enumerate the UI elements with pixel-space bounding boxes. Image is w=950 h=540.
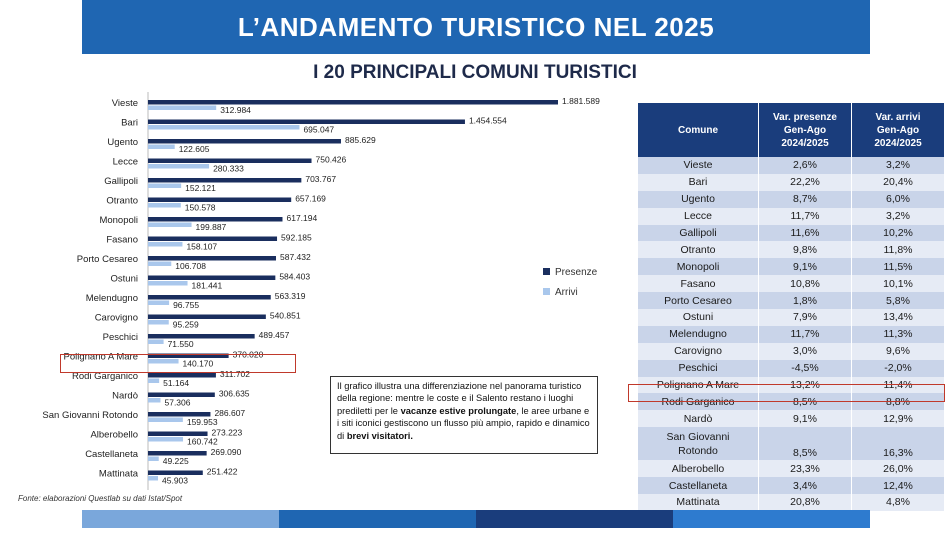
category-label: Fasano xyxy=(106,234,138,246)
value-label-presenze: 311.702 xyxy=(219,369,251,379)
category-label: Alberobello xyxy=(90,429,138,441)
table-row xyxy=(638,326,945,343)
cell-var-presenze: 9,1% xyxy=(759,410,852,427)
category-label: Polignano A Mare xyxy=(63,351,138,363)
cell-comune: Porto Cesareo xyxy=(638,292,759,309)
cell-comune: Ugento xyxy=(638,191,759,208)
cell-var-arrivi: 12,4% xyxy=(852,477,945,494)
value-label-presenze: 269.090 xyxy=(210,447,242,457)
cell-var-presenze: 9,8% xyxy=(759,241,852,258)
cell-var-arrivi: 12,9% xyxy=(852,410,945,427)
table-row xyxy=(638,275,945,292)
category-label: Porto Cesareo xyxy=(76,254,138,265)
footer-segment xyxy=(279,510,476,528)
cell-var-arrivi: 11,4% xyxy=(852,377,945,394)
cell-var-arrivi: 20,4% xyxy=(852,174,945,191)
footer-bar xyxy=(82,510,870,528)
cell-var-arrivi: 3,2% xyxy=(852,157,945,174)
bar-arrivi xyxy=(148,379,159,384)
category-label: Castellaneta xyxy=(85,449,138,460)
bar-presenze xyxy=(148,471,203,476)
table-row xyxy=(638,360,945,377)
cell-var-presenze: 2,6% xyxy=(759,157,852,174)
table-row xyxy=(638,343,945,360)
cell-var-arrivi: 9,6% xyxy=(852,343,945,360)
category-label: Gallipoli xyxy=(104,176,138,187)
footer-segment xyxy=(82,510,279,528)
variation-table xyxy=(638,103,945,511)
cell-var-presenze: 7,9% xyxy=(759,309,852,326)
bar-arrivi xyxy=(148,476,158,481)
table-row xyxy=(638,174,945,191)
cell-comune: Otranto xyxy=(638,241,759,258)
bar-presenze xyxy=(148,315,266,320)
footer-segment xyxy=(673,510,870,528)
bar-arrivi xyxy=(148,145,175,150)
table-row xyxy=(638,208,945,225)
cell-var-presenze: 20,8% xyxy=(759,494,852,511)
value-label-arrivi: 95.259 xyxy=(172,319,199,330)
table-header-row xyxy=(638,103,945,157)
category-label: Otranto xyxy=(106,195,138,207)
bar-arrivi xyxy=(148,184,181,189)
value-label-arrivi: 106.708 xyxy=(175,261,206,271)
cell-var-presenze: 11,7% xyxy=(759,326,852,343)
bar-presenze xyxy=(148,198,291,203)
table-row xyxy=(638,427,945,460)
category-label: Ugento xyxy=(107,137,138,148)
cell-var-arrivi: 11,5% xyxy=(852,258,945,275)
cell-var-arrivi: 11,8% xyxy=(852,241,945,258)
value-label-arrivi: 96.755 xyxy=(173,300,200,310)
cell-comune: San Giovanni Rotondo xyxy=(638,427,759,460)
cell-comune: Fasano xyxy=(638,275,759,292)
bar-arrivi xyxy=(148,320,169,325)
legend-label-arrivi: Arrivi xyxy=(555,287,578,298)
value-label-arrivi: 199.887 xyxy=(195,222,227,232)
value-label-presenze: 885.629 xyxy=(344,135,376,145)
bar-presenze xyxy=(148,120,465,125)
bar-arrivi xyxy=(148,398,160,403)
category-label: Ostuni xyxy=(110,273,138,285)
bar-presenze xyxy=(148,237,277,242)
category-label: Rodi Garganico xyxy=(71,371,138,382)
category-label: Melendugno xyxy=(85,293,138,304)
header-comune: Comune xyxy=(638,103,759,157)
cell-var-presenze: 3,0% xyxy=(759,343,852,360)
note-text-1: Il grafico illustra una differenziazione nel panorama turistico della regione: mentre le coste e il Salento restano i luoghi prediletti per le xyxy=(337,381,582,416)
cell-var-arrivi: 5,8% xyxy=(852,292,945,309)
bar-arrivi xyxy=(148,203,181,208)
table-row xyxy=(638,309,945,326)
cell-var-arrivi: 6,0% xyxy=(852,191,945,208)
value-label-arrivi: 51.164 xyxy=(163,378,190,388)
cell-comune: Peschici xyxy=(638,360,759,377)
source-note: Fonte: elaborazioni Questlab su dati Istat/Spot xyxy=(18,494,183,503)
value-label-arrivi: 181.441 xyxy=(191,280,223,291)
bar-presenze xyxy=(148,276,275,281)
cell-comune: Monopoli xyxy=(638,258,759,275)
category-label: Vieste xyxy=(111,98,138,109)
footer-segment xyxy=(476,510,673,528)
bar-arrivi xyxy=(148,281,188,286)
table-highlight-box xyxy=(628,384,945,402)
bar-arrivi xyxy=(148,457,159,462)
cell-comune: Bari xyxy=(638,174,759,191)
value-label-arrivi: 160.742 xyxy=(187,436,218,447)
value-label-presenze: 1.454.554 xyxy=(468,115,507,126)
cell-comune: Vieste xyxy=(638,157,759,174)
cell-var-presenze: 11,7% xyxy=(759,208,852,225)
cell-var-presenze: 8,7% xyxy=(759,191,852,208)
cell-var-presenze: 9,1% xyxy=(759,258,852,275)
cell-var-arrivi: 13,4% xyxy=(852,309,945,326)
bar-presenze xyxy=(148,178,301,183)
cell-var-presenze: 11,6% xyxy=(759,225,852,242)
value-label-arrivi: 280.333 xyxy=(213,163,244,174)
note-text-2: , le aree urbane e i siti iconici gestiscono un flusso più ampio, rapido e dinamico di xyxy=(337,405,590,441)
bar-presenze xyxy=(148,373,216,378)
table-row xyxy=(638,258,945,275)
value-label-presenze: 592.185 xyxy=(281,232,312,243)
cell-var-presenze: -4,5% xyxy=(759,360,852,377)
bar-presenze xyxy=(148,334,255,339)
bar-presenze xyxy=(148,217,282,222)
table-row xyxy=(638,225,945,242)
value-label-presenze: 273.223 xyxy=(211,427,243,438)
bar-arrivi xyxy=(148,340,164,345)
cell-var-presenze: 8,5% xyxy=(759,427,852,460)
table-row xyxy=(638,157,945,174)
cell-var-arrivi: 8,8% xyxy=(852,393,945,410)
category-label: Lecce xyxy=(112,156,138,168)
bar-arrivi xyxy=(148,125,299,130)
cell-var-arrivi: 4,8% xyxy=(852,494,945,511)
cell-var-presenze: 22,2% xyxy=(759,174,852,191)
category-label: Mattinata xyxy=(98,468,138,480)
value-label-presenze: 540.851 xyxy=(269,310,301,321)
banner-title: L’ANDAMENTO TURISTICO NEL 2025 xyxy=(237,11,715,42)
category-label: Carovigno xyxy=(94,312,138,324)
value-label-arrivi: 150.578 xyxy=(184,202,216,213)
cell-var-presenze: 10,8% xyxy=(759,275,852,292)
bar-arrivi xyxy=(148,418,183,423)
bar-presenze xyxy=(148,393,215,398)
cell-comune: Castellaneta xyxy=(638,477,759,494)
bar-presenze xyxy=(148,432,208,437)
bar-presenze xyxy=(148,451,207,456)
bar-presenze xyxy=(148,295,271,300)
table-row xyxy=(638,410,945,427)
cell-comune: Alberobello xyxy=(638,460,759,477)
table-row xyxy=(638,292,945,309)
value-label-arrivi: 140.170 xyxy=(182,358,214,369)
value-label-presenze: 306.635 xyxy=(218,388,250,399)
bar-arrivi xyxy=(148,301,169,306)
bar-arrivi xyxy=(148,106,216,111)
value-label-arrivi: 158.107 xyxy=(186,241,218,252)
value-label-presenze: 370.020 xyxy=(232,349,264,360)
category-label: Monopoli xyxy=(99,215,138,226)
cell-var-arrivi: 26,0% xyxy=(852,460,945,477)
cell-var-arrivi: 16,3% xyxy=(852,427,945,460)
cell-var-presenze: 23,3% xyxy=(759,460,852,477)
table-row xyxy=(638,477,945,494)
value-label-arrivi: 312.984 xyxy=(220,105,251,115)
bar-arrivi xyxy=(148,242,182,247)
value-label-arrivi: 45.903 xyxy=(162,475,189,486)
note-box xyxy=(330,376,598,454)
bar-arrivi xyxy=(148,262,171,267)
cell-comune: Melendugno xyxy=(638,326,759,343)
bar-presenze xyxy=(148,100,558,105)
cell-var-arrivi: 10,2% xyxy=(852,225,945,242)
cell-comune: Mattinata xyxy=(638,494,759,511)
bar-arrivi xyxy=(148,223,192,228)
legend-swatch-arrivi xyxy=(543,288,550,295)
bar-presenze xyxy=(148,139,341,144)
value-label-presenze: 657.169 xyxy=(295,193,326,204)
cell-comune: Carovigno xyxy=(638,343,759,360)
bar-arrivi xyxy=(148,164,209,169)
value-label-presenze: 584.403 xyxy=(279,271,311,282)
category-label: Nardò xyxy=(112,390,138,402)
value-label-presenze: 750.426 xyxy=(315,154,347,165)
cell-var-presenze: 1,8% xyxy=(759,292,852,309)
cell-var-presenze: 8,5% xyxy=(759,393,852,410)
bar-presenze xyxy=(148,412,210,417)
header-var-arrivi: Var. arrivi Gen-Ago 2024/2025 xyxy=(852,103,945,157)
category-label: San Giovanni Rotondo xyxy=(42,410,138,421)
value-label-presenze: 251.422 xyxy=(206,466,238,477)
note-bold-2: brevi visitatori. xyxy=(346,430,413,441)
legend-label-presenze: Presenze xyxy=(555,267,598,278)
cell-comune: Rodi Garganico xyxy=(638,393,759,410)
cell-var-presenze: 3,4% xyxy=(759,477,852,494)
value-label-arrivi: 57.306 xyxy=(164,397,191,408)
note-bold-1: vacanze estive prolungate xyxy=(400,405,517,416)
category-label: Peschici xyxy=(102,332,138,343)
cell-comune: Ostuni xyxy=(638,309,759,326)
table-row xyxy=(638,460,945,477)
category-label: Bari xyxy=(121,117,138,129)
bar-arrivi xyxy=(148,437,183,442)
value-label-arrivi: 122.605 xyxy=(178,144,210,154)
cell-var-arrivi: 3,2% xyxy=(852,208,945,225)
cell-var-presenze: 13,2% xyxy=(759,377,852,394)
value-label-presenze: 563.319 xyxy=(274,291,306,301)
value-label-presenze: 617.194 xyxy=(286,213,318,223)
bar-presenze xyxy=(148,159,312,164)
value-label-presenze: 1.881.589 xyxy=(562,96,600,106)
table-row xyxy=(638,191,945,208)
header-var-presenze: Var. presenze Gen-Ago 2024/2025 xyxy=(759,103,852,157)
value-label-arrivi: 695.047 xyxy=(303,124,335,135)
value-label-arrivi: 49.225 xyxy=(162,456,189,466)
value-label-presenze: 489.457 xyxy=(258,330,290,340)
table-row xyxy=(638,241,945,258)
value-label-presenze: 286.607 xyxy=(214,408,246,418)
table-row xyxy=(638,494,945,511)
cell-var-arrivi: 11,3% xyxy=(852,326,945,343)
value-label-presenze: 703.767 xyxy=(305,174,337,184)
value-label-arrivi: 159.953 xyxy=(186,417,218,427)
chart-subtitle: I 20 PRINCIPALI COMUNI TURISTICI xyxy=(313,62,637,83)
value-label-presenze: 587.432 xyxy=(280,252,311,262)
value-label-arrivi: 71.550 xyxy=(167,339,194,349)
table-body xyxy=(638,157,945,511)
cell-comune: Nardò xyxy=(638,410,759,427)
cell-comune: Polignano A Mare xyxy=(638,377,759,394)
cell-var-arrivi: 10,1% xyxy=(852,275,945,292)
legend-swatch-presenze xyxy=(543,268,550,275)
cell-var-arrivi: -2,0% xyxy=(852,360,945,377)
bar-presenze xyxy=(148,256,276,261)
title-banner xyxy=(82,0,870,54)
chart-highlight-box xyxy=(60,351,296,373)
cell-comune: Gallipoli xyxy=(638,225,759,242)
value-label-arrivi: 152.121 xyxy=(185,183,216,193)
cell-comune: Lecce xyxy=(638,208,759,225)
